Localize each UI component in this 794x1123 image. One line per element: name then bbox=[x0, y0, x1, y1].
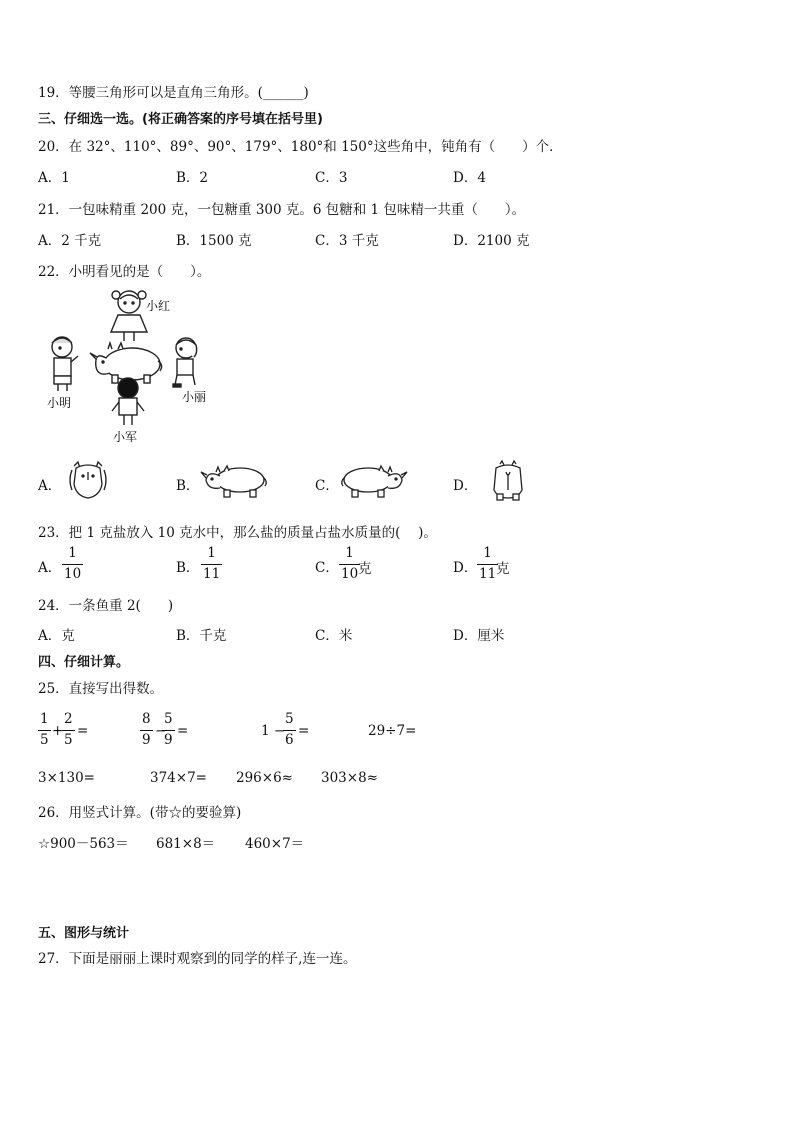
q21-option-a[interactable]: A．2 千克 bbox=[38, 233, 102, 249]
q24-option-c[interactable]: C．米 bbox=[315, 628, 353, 644]
q20-text: 20．在 32°、110°、89°、90°、179°、180°和 150°这些角中，钝角有（ ）个． bbox=[38, 139, 563, 155]
fraction-bar bbox=[140, 730, 153, 731]
q22-option-c-rhino-right-image[interactable] bbox=[338, 462, 408, 500]
fraction-numerator: 2 bbox=[64, 711, 73, 727]
q22-scene-figure bbox=[40, 285, 207, 450]
q25-e4: 29÷7= bbox=[368, 723, 417, 739]
fraction-bar bbox=[339, 564, 360, 565]
q26-item: 460×7＝ bbox=[245, 836, 305, 852]
section3-title: 三、仔细选一选。(将正确答案的序号填在括号里) bbox=[38, 112, 323, 127]
q25-text: 25．直接写出得数。 bbox=[38, 681, 164, 697]
q23-option-c-unit: 克 bbox=[358, 561, 372, 577]
q23-option-b-fraction[interactable] bbox=[201, 547, 222, 581]
fraction-numerator: 1 bbox=[207, 545, 216, 561]
fraction-numerator: 1 bbox=[345, 545, 354, 561]
girl-xiaoli-figure bbox=[173, 338, 197, 387]
q25-row2-item: 296×6≈ bbox=[236, 770, 293, 786]
q23-option-c-letter[interactable]: C． bbox=[315, 560, 339, 576]
q25-row2-item: 3×130= bbox=[38, 770, 95, 786]
q24-option-d[interactable]: D．厘米 bbox=[453, 628, 505, 644]
q25-e2-fraction-b bbox=[162, 713, 175, 747]
q22-option-b-letter[interactable]: B． bbox=[176, 478, 200, 494]
q25-e3-equals: = bbox=[298, 723, 310, 739]
girl-xiaohong-figure bbox=[111, 291, 147, 341]
q23-option-c-fraction[interactable] bbox=[339, 547, 360, 581]
q25-e1-fraction-a bbox=[38, 713, 51, 747]
q25-e2-operator: − bbox=[155, 723, 167, 739]
q21-option-c[interactable]: C．3 千克 bbox=[315, 233, 379, 249]
fraction-bar bbox=[477, 564, 498, 565]
q24-option-b[interactable]: B．千克 bbox=[176, 628, 227, 644]
q25-e3-fraction bbox=[283, 713, 296, 747]
q21-option-d[interactable]: D．2100 克 bbox=[453, 233, 530, 249]
q23-option-d-fraction[interactable] bbox=[477, 547, 498, 581]
label-xiaohong: 小红 bbox=[146, 299, 171, 313]
q22-option-d-rhino-back-image[interactable] bbox=[488, 460, 528, 502]
fraction-bar bbox=[62, 564, 83, 565]
q22-option-c-letter[interactable]: C． bbox=[315, 478, 339, 494]
fraction-bar bbox=[62, 730, 75, 731]
q22-option-b-rhino-left-image[interactable] bbox=[200, 462, 270, 500]
q20-option-c[interactable]: C．3 bbox=[315, 170, 348, 186]
q20-option-a[interactable]: A．1 bbox=[38, 170, 70, 186]
q26-text: 26．用竖式计算。(带☆的要验算) bbox=[38, 805, 242, 821]
q20-option-b[interactable]: B．2 bbox=[176, 170, 209, 186]
q25-row2-item: 374×7= bbox=[150, 770, 207, 786]
q27-text: 27．下面是丽丽上课时观察到的同学的样子,连一连。 bbox=[38, 951, 357, 967]
fraction-denominator: 6 bbox=[285, 731, 294, 748]
fraction-denominator: 10 bbox=[64, 565, 82, 582]
q21-text: 21．一包味精重 200 克，一包糖重 300 克。6 包糖和 1 包味精一共重（ ）。 bbox=[38, 202, 526, 218]
section4-title: 四、仔细计算。 bbox=[38, 655, 130, 670]
q25-e3-lead: 1 − bbox=[261, 723, 286, 739]
q23-text: 23．把 1 克盐放入 10 克水中，那么盐的质量占盐水质量的( )。 bbox=[38, 525, 437, 541]
fraction-bar bbox=[162, 730, 175, 731]
q19-text: 19．等腰三角形可以是直角三角形。(______) bbox=[38, 85, 309, 101]
fraction-numerator: 1 bbox=[68, 545, 77, 561]
q23-option-a-fraction[interactable] bbox=[62, 547, 83, 581]
fraction-numerator: 5 bbox=[285, 711, 294, 727]
fraction-denominator: 10 bbox=[341, 565, 359, 582]
q21-option-b[interactable]: B．1500 克 bbox=[176, 233, 252, 249]
fraction-numerator: 1 bbox=[40, 711, 49, 727]
q22-text: 22．小明看见的是（ ）。 bbox=[38, 264, 211, 280]
fraction-denominator: 5 bbox=[40, 731, 49, 748]
q25-e2-equals: = bbox=[177, 723, 189, 739]
q26-item: ☆900－563＝ bbox=[38, 836, 129, 852]
q22-option-d-letter[interactable]: D． bbox=[453, 478, 478, 494]
boy-xiaoming-figure bbox=[52, 337, 78, 391]
fraction-denominator: 9 bbox=[164, 731, 173, 748]
q22-option-a-letter[interactable]: A． bbox=[38, 478, 62, 494]
fraction-denominator: 11 bbox=[479, 565, 497, 582]
section5-title: 五、图形与统计 bbox=[38, 926, 130, 941]
q25-e1-fraction-b bbox=[62, 713, 75, 747]
q24-text: 24．一条鱼重 2( ) bbox=[38, 598, 174, 614]
fraction-numerator: 1 bbox=[483, 545, 492, 561]
q23-option-d-letter[interactable]: D． bbox=[453, 560, 478, 576]
fraction-denominator: 9 bbox=[142, 731, 151, 748]
fraction-numerator: 8 bbox=[142, 711, 151, 727]
q25-e2-fraction-a bbox=[140, 713, 153, 747]
q23-option-a-letter[interactable]: A． bbox=[38, 560, 62, 576]
label-xiaojun: 小军 bbox=[113, 430, 138, 444]
q22-option-a-rhino-front-image[interactable] bbox=[66, 460, 110, 502]
q20-option-d[interactable]: D．4 bbox=[453, 170, 486, 186]
q23-option-d-unit: 克 bbox=[496, 561, 510, 577]
label-xiaoming: 小明 bbox=[47, 396, 72, 410]
q25-e1-equals: = bbox=[77, 723, 89, 739]
fraction-denominator: 11 bbox=[203, 565, 221, 582]
fraction-bar bbox=[201, 564, 222, 565]
fraction-bar bbox=[283, 730, 296, 731]
q25-row2-item: 303×8≈ bbox=[321, 770, 378, 786]
boy-xiaojun-figure bbox=[112, 378, 144, 425]
q26-item: 681×8＝ bbox=[156, 836, 216, 852]
rhino-figure bbox=[90, 343, 162, 383]
label-xiaoli: 小丽 bbox=[182, 390, 207, 404]
fraction-bar bbox=[38, 730, 51, 731]
fraction-denominator: 5 bbox=[64, 731, 73, 748]
q25-e1-operator: + bbox=[52, 723, 64, 739]
q23-option-b-letter[interactable]: B． bbox=[176, 560, 200, 576]
q24-option-a[interactable]: A．克 bbox=[38, 628, 75, 644]
fraction-numerator: 5 bbox=[164, 711, 173, 727]
